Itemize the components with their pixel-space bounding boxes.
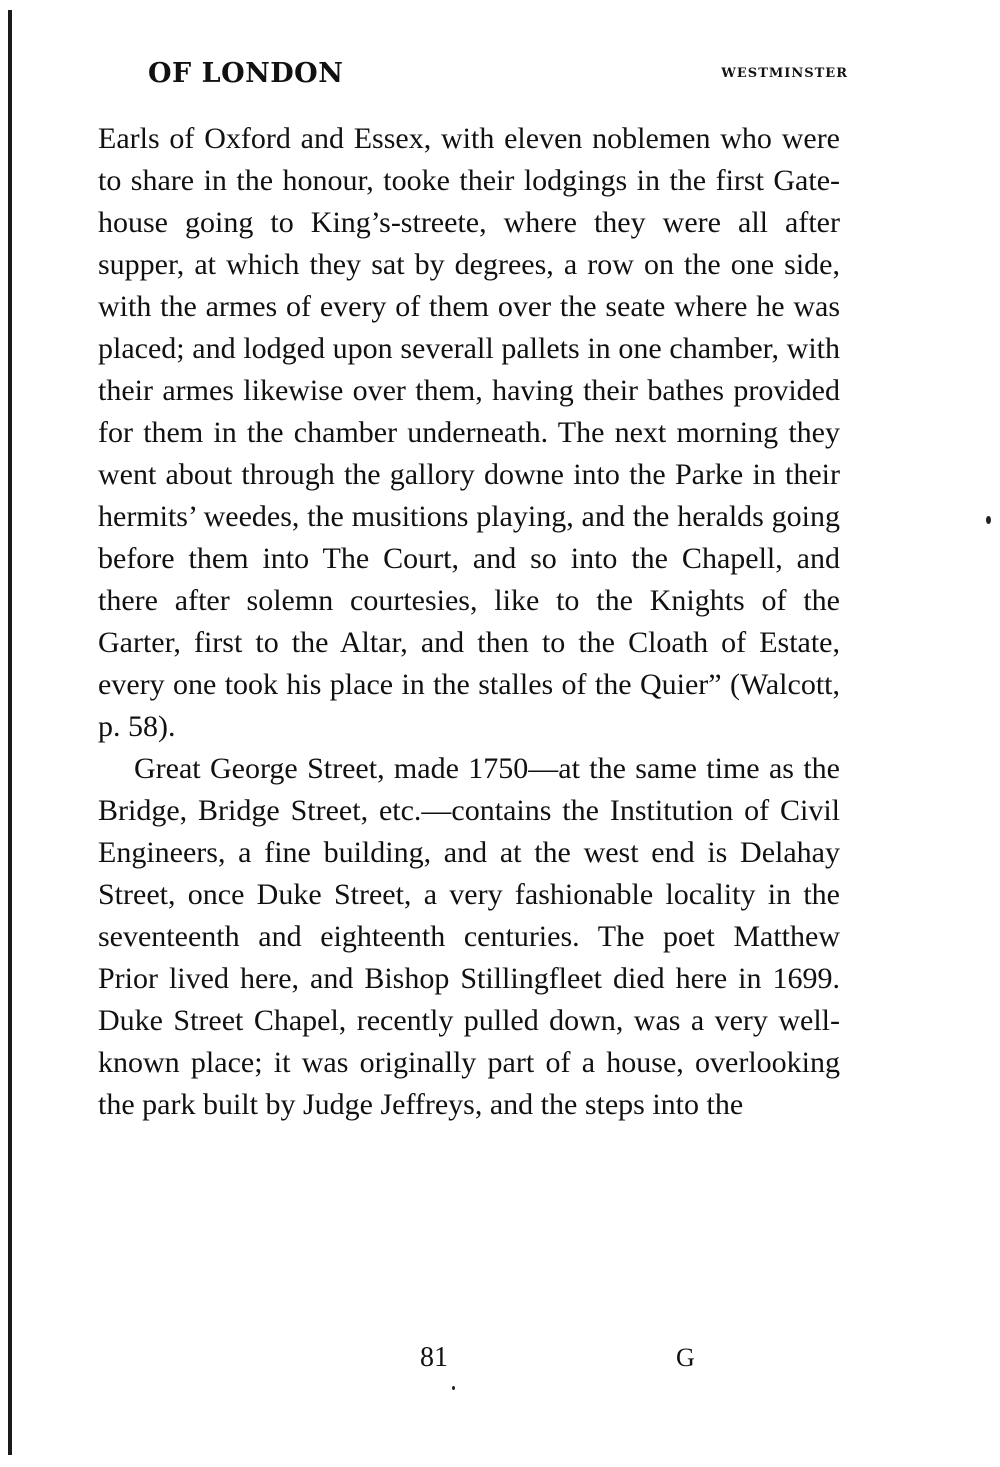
- ink-speck: [452, 1386, 455, 1390]
- body-text: [98, 118, 840, 1126]
- binding-edge-rule: [8, 10, 12, 1455]
- signature-mark: G: [676, 1343, 695, 1372]
- paragraph-great-george-street: Great George Street, made 1750—at the same time as the Bridge, Bridge Street, etc.—contains the Institution of Civil Engineers, a fine building, and at the west end is Delahay Street, once Duke Street, a very fashionable locality in the seventeenth and eighteenth centuries. The poet Matthew Prior lived here, and Bishop Stillingfleet died here in 1699. Duke Street Chapel, recently pulled down, was a very well-known place; it was originally part of a house, overlooking the park built by Judge Jeffreys, and the steps into the: [98, 752, 840, 1121]
- running-section: WESTMINSTER: [721, 66, 848, 81]
- page-footer: [98, 1340, 840, 1380]
- running-header: [148, 56, 848, 96]
- ink-speck: [986, 516, 991, 524]
- page-number: 81: [420, 1342, 448, 1373]
- paragraph-continued: Earls of Oxford and Essex, with eleven noblemen who were to share in the honour, tooke their lodgings in the first Gate-house going to King’s-streete, where they were all after supper, at which they sat by degrees, a row on the one side, with the armes of every of them over the seate where he was placed; and lodged upon severall pallets in one chamber, with their armes likewise over them, having their bathes provided for them in the chamber underneath. The next morning they went about through the gallory downe into the Parke in their hermits’ weedes, the musitions playing, and the heralds going before them into The Court, and so into the Chapell, and there after solemn courtesies, like to the Knights of the Garter, first to the Altar, and then to the Cloath of Estate, every one took his place in the stalles of the Quier” (Walcott, p. 58).: [98, 122, 840, 743]
- running-title: OF LONDON: [148, 58, 344, 89]
